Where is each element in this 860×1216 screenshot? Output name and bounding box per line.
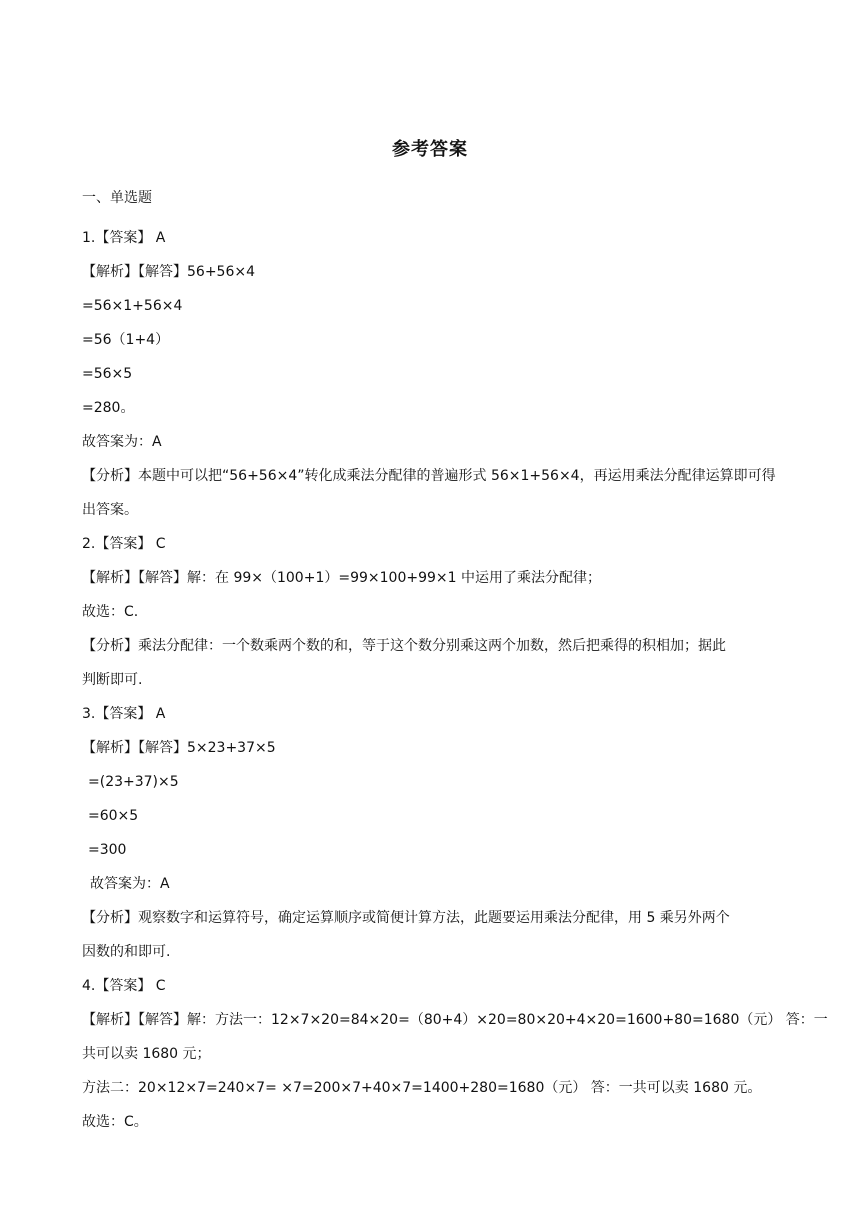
q1-analysis-cont: 出答案。 [82, 502, 138, 518]
q1-solution: 【解析】【解答】56+56×4 [82, 264, 255, 280]
q3-step: =60×5 [88, 808, 139, 824]
q1-step: =56（1+4） [82, 332, 170, 348]
q2-analysis: 【分析】乘法分配律：一个数乘两个数的和，等于这个数分别乘这两个加数，然后把乘得的积相加；据此 [82, 638, 726, 654]
q3-conclusion: 故答案为：A [90, 876, 170, 892]
q2-answer: 2.【答案】 C [82, 536, 166, 552]
q3-step: =(23+37)×5 [88, 774, 179, 790]
q1-step: =56×1+56×4 [82, 298, 183, 314]
q3-step: =300 [88, 842, 127, 858]
section-heading: 一、单选题 [82, 190, 152, 206]
q2-conclusion: 故选：C. [82, 604, 139, 620]
page-title: 参考答案 [392, 139, 468, 160]
q4-answer: 4.【答案】 C [82, 978, 166, 994]
q4-conclusion: 故选：C。 [82, 1114, 148, 1130]
q3-analysis: 【分析】观察数字和运算符号，确定运算顺序或简便计算方法，此题要运用乘法分配律，用 5 乘另外两个 [82, 910, 730, 926]
answer-body [82, 228, 828, 1146]
q1-conclusion: 故答案为：A [82, 434, 162, 450]
q4-solution: 【解析】【解答】解：方法一：12×7×20=84×20=（80+4）×20=80×20+4×20=1600+80=1680（元） 答：一 [82, 1012, 828, 1028]
q2-analysis-cont: 判断即可. [82, 672, 143, 688]
q4-method-two: 方法二：20×12×7=240×7= ×7=200×7+40×7=1400+280=1680（元） 答：一共可以卖 1680 元。 [82, 1080, 762, 1096]
q4-solution-cont: 共可以卖 1680 元； [82, 1046, 211, 1062]
q3-answer: 3.【答案】 A [82, 706, 166, 722]
q1-analysis: 【分析】本题中可以把“56+56×4”转化成乘法分配律的普遍形式 56×1+56×4，再运用乘法分配律运算即可得 [82, 468, 776, 484]
q1-step: =56×5 [82, 366, 133, 382]
q1-step: =280。 [82, 400, 135, 416]
q3-analysis-cont: 因数的和即可. [82, 944, 171, 960]
q2-solution: 【解析】【解答】解：在 99×（100+1）=99×100+99×1 中运用了乘法分配律； [82, 570, 601, 586]
q1-answer: 1.【答案】 A [82, 230, 166, 246]
q3-solution: 【解析】【解答】5×23+37×5 [82, 740, 276, 756]
